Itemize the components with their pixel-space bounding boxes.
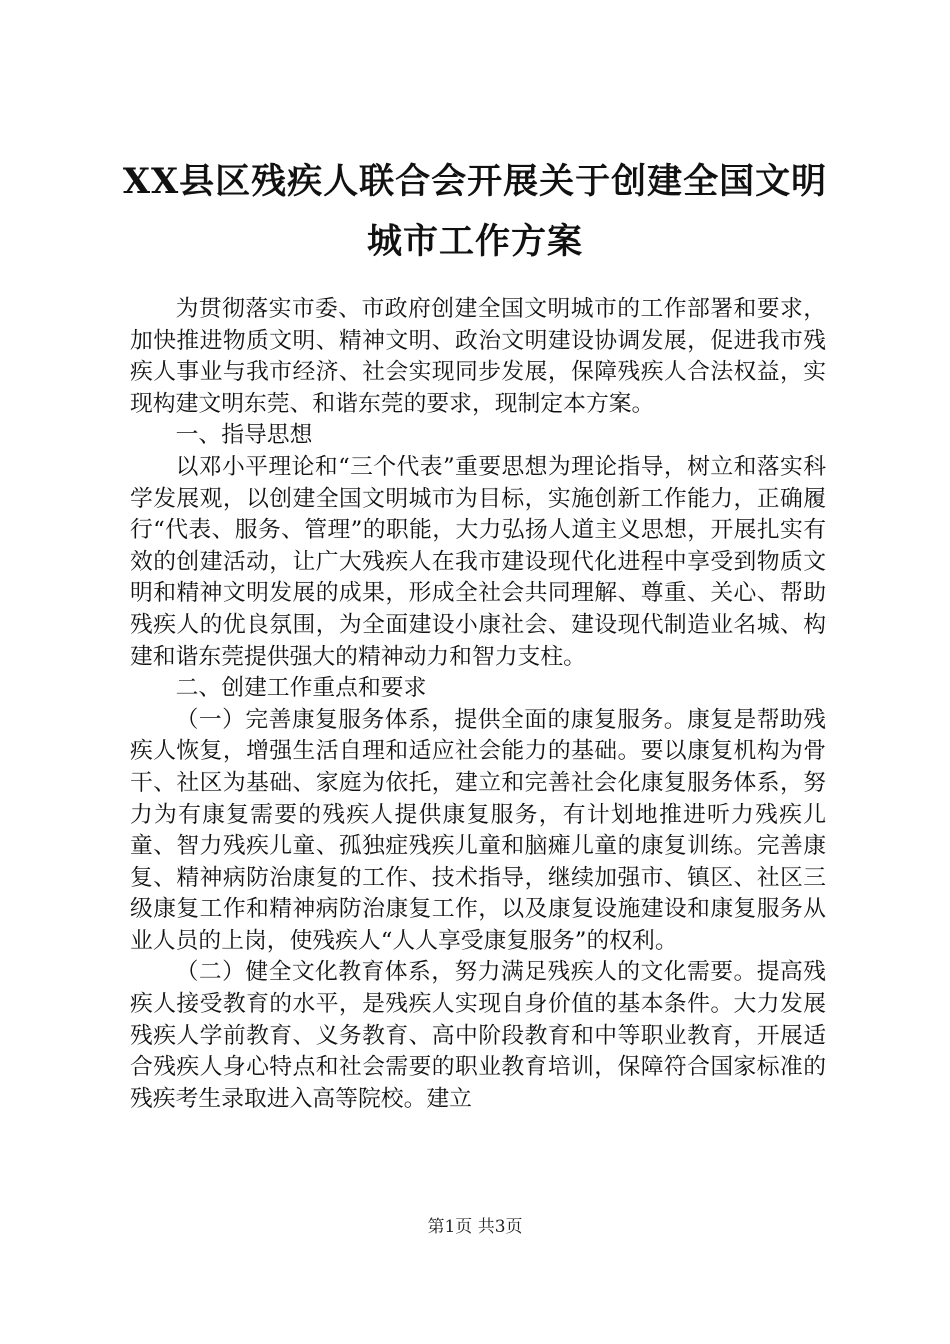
rehabilitation-paragraph: （一）完善康复服务体系，提供全面的康复服务。康复是帮助残疾人恢复，增强生活自理和适应社会能力的基础。要以康复机构为骨干、社区为基础、家庭为依托，建立和完善社会化康复服务体系，努力为有康复需要的残疾人提供康复服务，有计划地推进听力残疾儿童、智力残疾儿童、孤独症残疾儿童和脑瘫儿童的康复训练。完善康复、精神病防治康复的工作、技术指导，继续加强市、镇区、社区三级康复工作和精神病防治康复工作，以及康复设施建设和康复服务从业人员的上岗，使残疾人“人人享受康复服务”的权利。 bbox=[130, 706, 826, 954]
guiding-ideology-paragraph: 以邓小平理论和“三个代表”重要思想为理论指导，树立和落实科学发展观，以创建全国文明城市为目标，实施创新工作能力，正确履行“代表、服务、管理”的职能，大力弘扬人道主义思想，开展扎实有效的创建活动，让广大残疾人在我市建设现代化进程中享受到物质文明和精神文明发展的成果，形成全社会共同理解、尊重、关心、帮助残疾人的优良氛围，为全面建设小康社会、建设现代制造业名城、构建和谐东莞提供强大的精神动力和智力支柱。 bbox=[130, 453, 826, 670]
document-title-line-2: 城市工作方案 bbox=[366, 221, 583, 262]
section-heading-guiding-ideology: 一、指导思想 bbox=[175, 422, 313, 449]
education-paragraph: （二）健全文化教育体系，努力满足残疾人的文化需要。提高残疾人接受教育的水平，是残疾人实现自身价值的基本条件。大力发展残疾人学前教育、义务教育、高中阶段教育和中等职业教育，开展适合残疾人身心特点和社会需要的职业教育培训，保障符合国家标准的残疾考生录取进入高等院校。建立 bbox=[130, 959, 826, 1112]
page-footer: 第1页 共3页 bbox=[427, 1217, 523, 1237]
document-body bbox=[130, 294, 826, 1115]
section-heading-key-work: 二、创建工作重点和要求 bbox=[175, 675, 427, 702]
document-title-line-1: XX县区残疾人联合会开展关于创建全国文明 bbox=[122, 161, 828, 202]
intro-paragraph: 为贯彻落实市委、市政府创建全国文明城市的工作部署和要求，加快推进物质文明、精神文明、政治文明建设协调发展，促进我市残疾人事业与我市经济、社会实现同步发展，保障残疾人合法权益，实现构建文明东莞、和谐东莞的要求，现制定本方案。 bbox=[130, 296, 826, 417]
